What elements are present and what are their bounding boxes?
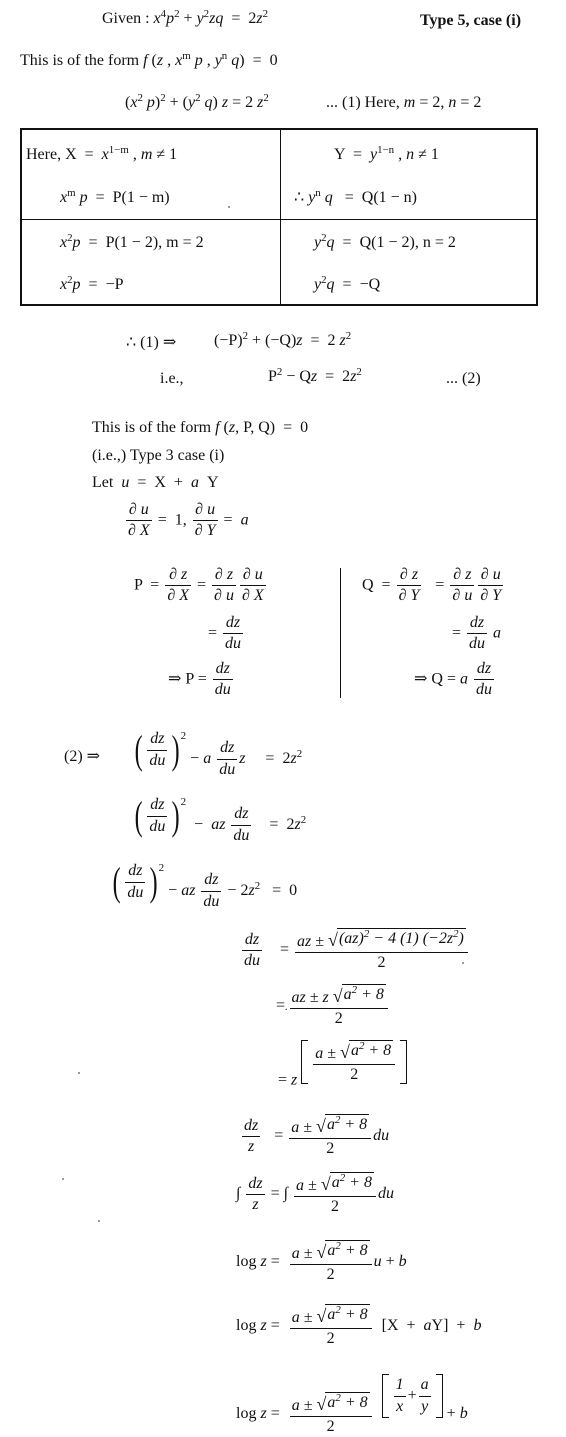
ode-line2: ( $\frac{dz}{du}$ ) 2 − az $\frac{dz}{du}$ = $2z^2$ [134,793,307,844]
given-label: Given : [102,10,150,27]
p-derivation-line3: ⇒ P = $\frac{dz}{du}$ [168,660,231,699]
equation-1: ($x^2$ $p)^2 + (y^2$ q) z = 2 $z^2$ [125,92,269,111]
separation-step: $\frac{dz}{z}$ = a ± √ $a^2 + 8$ 2 du [244,1114,390,1158]
print-speck [78,1072,80,1074]
form-statement-1: This is of the form f (z , $x^m$ p , $y^n$ q) = 0 [20,50,278,69]
table-cell-r2c2: ∴ $y^n$ q = Q(1 − n) [294,187,417,206]
ode-line1: ( $\frac{dz}{du}$ ) 2 − a $\frac{dz}{du}$ z = $2z^2$ [134,727,303,778]
print-speck [62,1178,64,1180]
given-equation: Given : $x^4p^2 + y^2zq = 2z^2$ [102,8,269,27]
equation-1-tag: ... (1) Here, m = 2, n = 2 [326,94,482,111]
ode-line3: ( $\frac{dz}{du}$ ) 2 − az $\frac{dz}{du}$ − $2z^2 = 0$ [112,859,298,910]
p-derivation-line1: P = $\frac{\partial z}{\partial X}$ = $\frac{\partial z}{\partial u}$ $\frac{\partial u}{\partial X}$ [134,566,264,605]
log-result-2: log z = a ± √ $a^2 + 8$ 2 [X + aY] + b [236,1304,482,1348]
q-derivation-line2: = $\frac{dz}{du}$ a [452,614,502,653]
table-divider-horizontal [22,219,536,220]
equation-2: $P^2 - Qz = 2z^2$ [268,366,362,385]
quadratic-step1: $\frac{dz}{du}$ = az ± √ (az)$^2$ − 4 (1) $(-2z^2)$ 2 [240,928,470,973]
type3-label: (i.e.,) Type 3 case (i) [92,447,225,464]
form-statement-2: This is of the form f (z, P, Q) = 0 [92,419,309,436]
table-divider-vertical [280,130,281,304]
two-implies-label: (2) ⇒ [64,748,101,765]
log-result-1: log z = a ± √ $a^2 + 8$ 2 u + b [236,1240,407,1284]
table-cell-r1c1: Here, $X = x^{1-m}$ , m ≠ 1 [26,144,178,163]
equation-2-tag: ... (2) [446,370,481,387]
eq1-tag-text: ... (1) Here, [326,94,400,111]
substituted-eq1-label: ∴ (1) ⇒ [126,334,177,351]
q-derivation-line3: ⇒ Q = a $\frac{dz}{du}$ [414,660,492,699]
log-result-3: log z = a ± √ $a^2 + 8$ 2 $\frac{1}{x}$ + $\frac{a}{y}$ + b [236,1374,468,1437]
partial-derivatives: $\frac{\partial u}{\partial X}$ = 1, $\frac{\partial u}{\partial Y}$ = a [128,501,249,540]
print-speck [98,1220,100,1222]
integration-step: ∫ $\frac{dz}{z}$ = ∫ a ± √ $a^2 + 8$ 2 du [236,1172,394,1216]
print-speck [228,206,230,208]
p-derivation-line2: = $\frac{dz}{du}$ [208,614,242,653]
type-label: Type 5, case (i) [420,12,522,29]
pq-separator [340,568,341,698]
table-cell-r2c1: $x^m$ p = P(1 − m) [60,187,170,206]
quadratic-step3: = z a ± √ $a^2 + 8$ 2 [278,1040,407,1090]
print-speck [462,962,464,964]
quadratic-step2: =. az ± z √ $a^2 + 8$ 2 [276,984,390,1029]
substituted-eq1: $(-P)^2 + (-Q)z = 2$ $z^2$ [214,330,352,349]
substitution-table [20,128,538,306]
q-derivation-line1: Q = $\frac{\partial z}{\partial Y}$ = $\frac{\partial z}{\partial u}$ $\frac{\partial u}{\partial Y}$ [362,566,502,605]
table-cell-r1c2: $Y = y^{1-n}$ , n ≠ 1 [334,144,439,163]
table-cell-r4c1: $x^2p = -P$ [60,274,124,293]
table-cell-r3c1: $x^2p = P(1 - 2)$, m = 2 [60,232,204,251]
let-statement: Let u = X + a Y [92,474,219,491]
ie-label: i.e., [160,370,184,387]
form-line-text: This is of the form [20,52,140,69]
table-cell-r4c2: $y^2q = -Q$ [314,274,381,293]
table-cell-r3c2: $y^2q = Q(1 - 2)$, n = 2 [314,232,456,251]
